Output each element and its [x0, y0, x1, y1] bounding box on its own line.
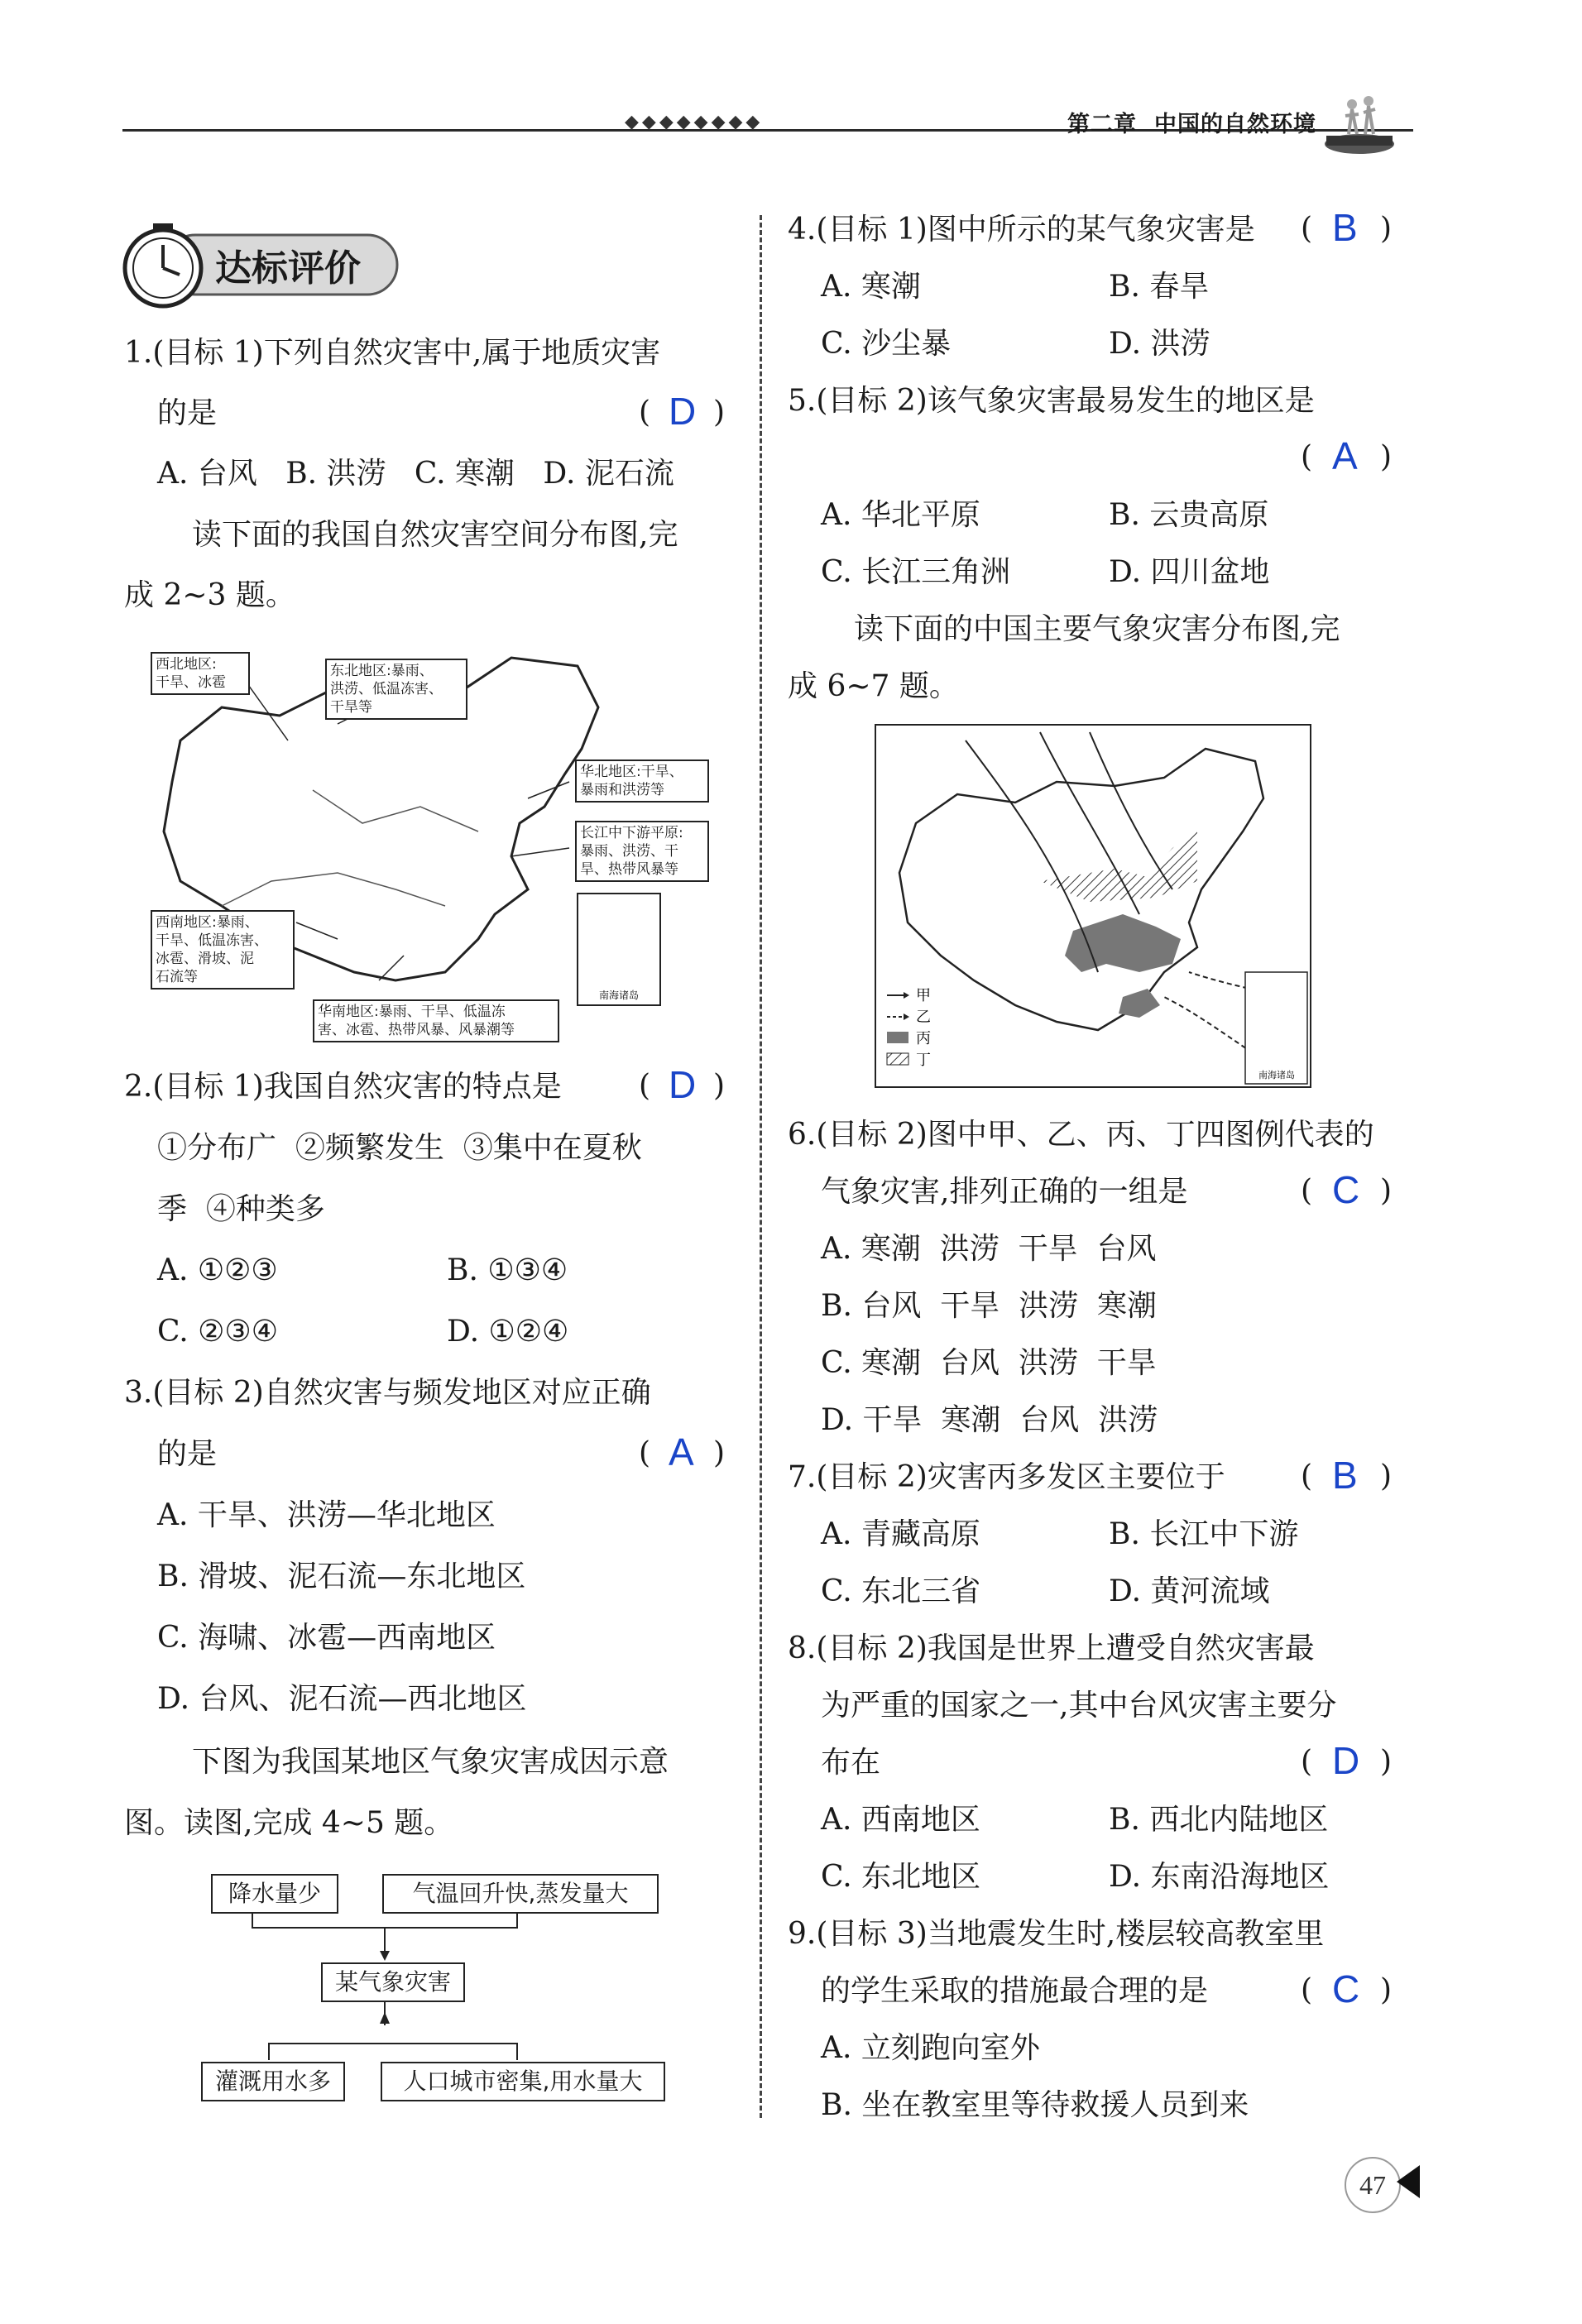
q3-option-c: C. 海啸、冰雹—西南地区 [157, 1621, 496, 1655]
q2-option-a: A. ①②③ [157, 1253, 278, 1287]
q2-answer: D [669, 1063, 697, 1106]
q8-stem-end: 布在 [821, 1746, 881, 1780]
q1-answer: D [669, 390, 697, 433]
q6-answer: C [1332, 1168, 1360, 1211]
q7-option-a: A. 青藏高原 [821, 1517, 980, 1551]
label-yangtze: 长江中下游平原: 暴雨、洪涝、干 旱、热带风暴等 [575, 821, 709, 882]
flow-box-evaporation: 气温回升快,蒸发量大 [382, 1874, 659, 1914]
q9-answer: C [1332, 1967, 1360, 2010]
inset-label-2: 南海诸岛 [1258, 1070, 1295, 1081]
q9-paren-open: ( [1301, 1973, 1313, 2007]
q6-paren-close: ) [1380, 1174, 1393, 1208]
q2-line2: ①分布广 ②频繁发生 ③集中在夏秋 [157, 1131, 642, 1165]
q2-line3: 季 ④种类多 [157, 1192, 325, 1226]
intro3-line2: 成 6~7 题。 [788, 669, 959, 703]
column-divider [760, 215, 762, 2118]
q3-paren-close: ) [713, 1436, 726, 1470]
q4-answer: B [1332, 206, 1358, 249]
q4-option-d: D. 洪涝 [1109, 327, 1210, 361]
header-dots: ◆◆◆◆◆◆◆◆ [625, 112, 764, 132]
intro3-line1: 读下面的中国主要气象灾害分布图,完 [854, 612, 1340, 646]
q3-stem-cont: 的是 [157, 1437, 218, 1471]
meteorological-disaster-map [875, 724, 1311, 1088]
q1-options: A. 台风 B. 洪涝 C. 寒潮 D. 泥石流 [157, 457, 674, 491]
q4-paren-open: ( [1301, 212, 1313, 246]
q9-paren-close: ) [1380, 1973, 1393, 2007]
q3-paren-open: ( [639, 1436, 651, 1470]
flow-box-urban: 人口城市密集,用水量大 [381, 2062, 665, 2101]
inset-label: 南海诸岛 [598, 989, 640, 1001]
q5-option-d: D. 四川盆地 [1109, 555, 1270, 589]
q6-stem: 6.(目标 2)图中甲、乙、丙、丁四图例代表的 [788, 1118, 1374, 1152]
inset-box-2 [1245, 972, 1307, 1084]
q4-stem: 4.(目标 1)图中所示的某气象灾害是 [788, 213, 1255, 247]
flow-box-irrigation: 灌溉用水多 [201, 2062, 345, 2101]
q4-option-b: B. 春旱 [1109, 270, 1210, 304]
q2-option-d: D. ①②④ [447, 1315, 569, 1349]
q5-stem: 5.(目标 2)该气象灾害最易发生的地区是 [788, 384, 1315, 418]
label-south: 华南地区:暴雨、干旱、低温冻 害、冰雹、热带风暴、风暴潮等 [313, 999, 559, 1042]
q8-option-b: B. 西北内陆地区 [1109, 1803, 1329, 1837]
trophy-icon [1322, 89, 1397, 157]
q5-paren-open: ( [1301, 440, 1313, 474]
q8-stem-cont: 为严重的国家之一,其中台风灾害主要分 [821, 1689, 1337, 1723]
q7-option-d: D. 黄河流域 [1109, 1574, 1270, 1608]
intro2-line2: 图。读图,完成 4~5 题。 [124, 1806, 454, 1840]
q9-stem-cont: 的学生采取的措施最合理的是 [821, 1974, 1209, 2008]
q2-stem: 2.(目标 1)我国自然灾害的特点是 [124, 1070, 562, 1104]
q1-stem-cont: 的是 [157, 396, 218, 430]
q8-option-d: D. 东南沿海地区 [1109, 1860, 1330, 1894]
q7-option-c: C. 东北三省 [821, 1574, 981, 1608]
q2-paren-close: ) [713, 1069, 726, 1103]
q6-option-b: B. 台风 干旱 洪涝 寒潮 [821, 1289, 1158, 1323]
intro1-line1: 读下面的我国自然灾害空间分布图,完 [192, 518, 678, 552]
legend-bing: 丙 [916, 1030, 931, 1047]
q2-paren-open: ( [639, 1069, 651, 1103]
q3-option-d: D. 台风、泥石流—西北地区 [157, 1682, 527, 1716]
legend-jia: 甲 [916, 987, 931, 1004]
q6-stem-cont: 气象灾害,排列正确的一组是 [821, 1175, 1188, 1209]
q7-answer: B [1332, 1454, 1358, 1497]
chapter-label: 第二章 [1067, 112, 1137, 137]
q5-option-c: C. 长江三角洲 [821, 555, 1011, 589]
q6-option-a: A. 寒潮 洪涝 干旱 台风 [821, 1232, 1157, 1266]
flow-box-low-rain: 降水量少 [211, 1874, 338, 1914]
q8-paren-close: ) [1380, 1745, 1393, 1779]
q1-paren-close: ) [713, 395, 726, 429]
q1-paren-open: ( [639, 395, 651, 429]
inset-box [578, 894, 660, 1005]
legend-ding: 丁 [916, 1052, 931, 1069]
q6-option-d: D. 干旱 寒潮 台风 洪涝 [821, 1403, 1158, 1437]
intro1-line2: 成 2~3 题。 [124, 578, 295, 612]
q3-option-b: B. 滑坡、泥石流—东北地区 [157, 1560, 526, 1593]
q5-answer: A [1332, 434, 1358, 477]
q6-paren-open: ( [1301, 1174, 1313, 1208]
q7-paren-open: ( [1301, 1459, 1313, 1493]
label-north: 华北地区:干旱、 暴雨和洪涝等 [575, 759, 709, 803]
q7-option-b: B. 长江中下游 [1109, 1517, 1299, 1551]
q8-option-c: C. 东北地区 [821, 1860, 981, 1894]
label-northwest: 西北地区: 干旱、冰雹 [151, 652, 250, 695]
q6-option-c: C. 寒潮 台风 洪涝 干旱 [821, 1346, 1157, 1380]
intro2-line1: 下图为我国某地区气象灾害成因示意 [192, 1745, 669, 1779]
q4-option-c: C. 沙尘暴 [821, 327, 952, 361]
q8-option-a: A. 西南地区 [821, 1803, 980, 1837]
q7-paren-close: ) [1380, 1459, 1393, 1493]
q8-paren-open: ( [1301, 1745, 1313, 1779]
q3-answer: A [669, 1430, 694, 1473]
legend-swatch-ding [887, 1053, 908, 1065]
flow-box-disaster: 某气象灾害 [321, 1962, 465, 2002]
legend-yi: 乙 [916, 1009, 931, 1026]
label-southwest: 西南地区:暴雨、 干旱、低温冻害、 冰雹、滑坡、泥 石流等 [151, 910, 295, 989]
q4-option-a: A. 寒潮 [821, 270, 921, 304]
q7-stem: 7.(目标 2)灾害丙多发区主要位于 [788, 1460, 1225, 1494]
q5-option-b: B. 云贵高原 [1109, 498, 1269, 532]
q8-answer: D [1332, 1739, 1360, 1782]
page-arrow-icon [1397, 2165, 1420, 2198]
q9-option-a: A. 立刻跑向室外 [821, 2031, 1040, 2065]
q9-option-b: B. 坐在教室里等待救援人员到来 [821, 2088, 1249, 2122]
page-number: 47 [1345, 2157, 1401, 2213]
q3-option-a: A. 干旱、洪涝—华北地区 [157, 1498, 496, 1532]
province-lines [222, 790, 478, 906]
chapter-title: 中国的自然环境 [1154, 112, 1316, 137]
q5-option-a: A. 华北平原 [821, 498, 980, 532]
section-title: 达标评价 [215, 247, 361, 290]
legend-swatch-bing [887, 1032, 908, 1043]
q3-stem: 3.(目标 2)自然灾害与频发地区对应正确 [124, 1376, 651, 1410]
q5-paren-close: ) [1380, 440, 1393, 474]
q2-option-c: C. ②③④ [157, 1315, 278, 1349]
q2-option-b: B. ①③④ [447, 1253, 568, 1287]
label-northeast: 东北地区:暴雨、 洪涝、低温冻害、 干旱等 [325, 659, 467, 720]
q4-paren-close: ) [1380, 212, 1393, 246]
q1-stem: 1.(目标 1)下列自然灾害中,属于地质灾害 [124, 336, 661, 370]
q9-stem: 9.(目标 3)当地震发生时,楼层较高教室里 [788, 1917, 1325, 1951]
q8-stem: 8.(目标 2)我国是世界上遭受自然灾害最 [788, 1632, 1315, 1665]
